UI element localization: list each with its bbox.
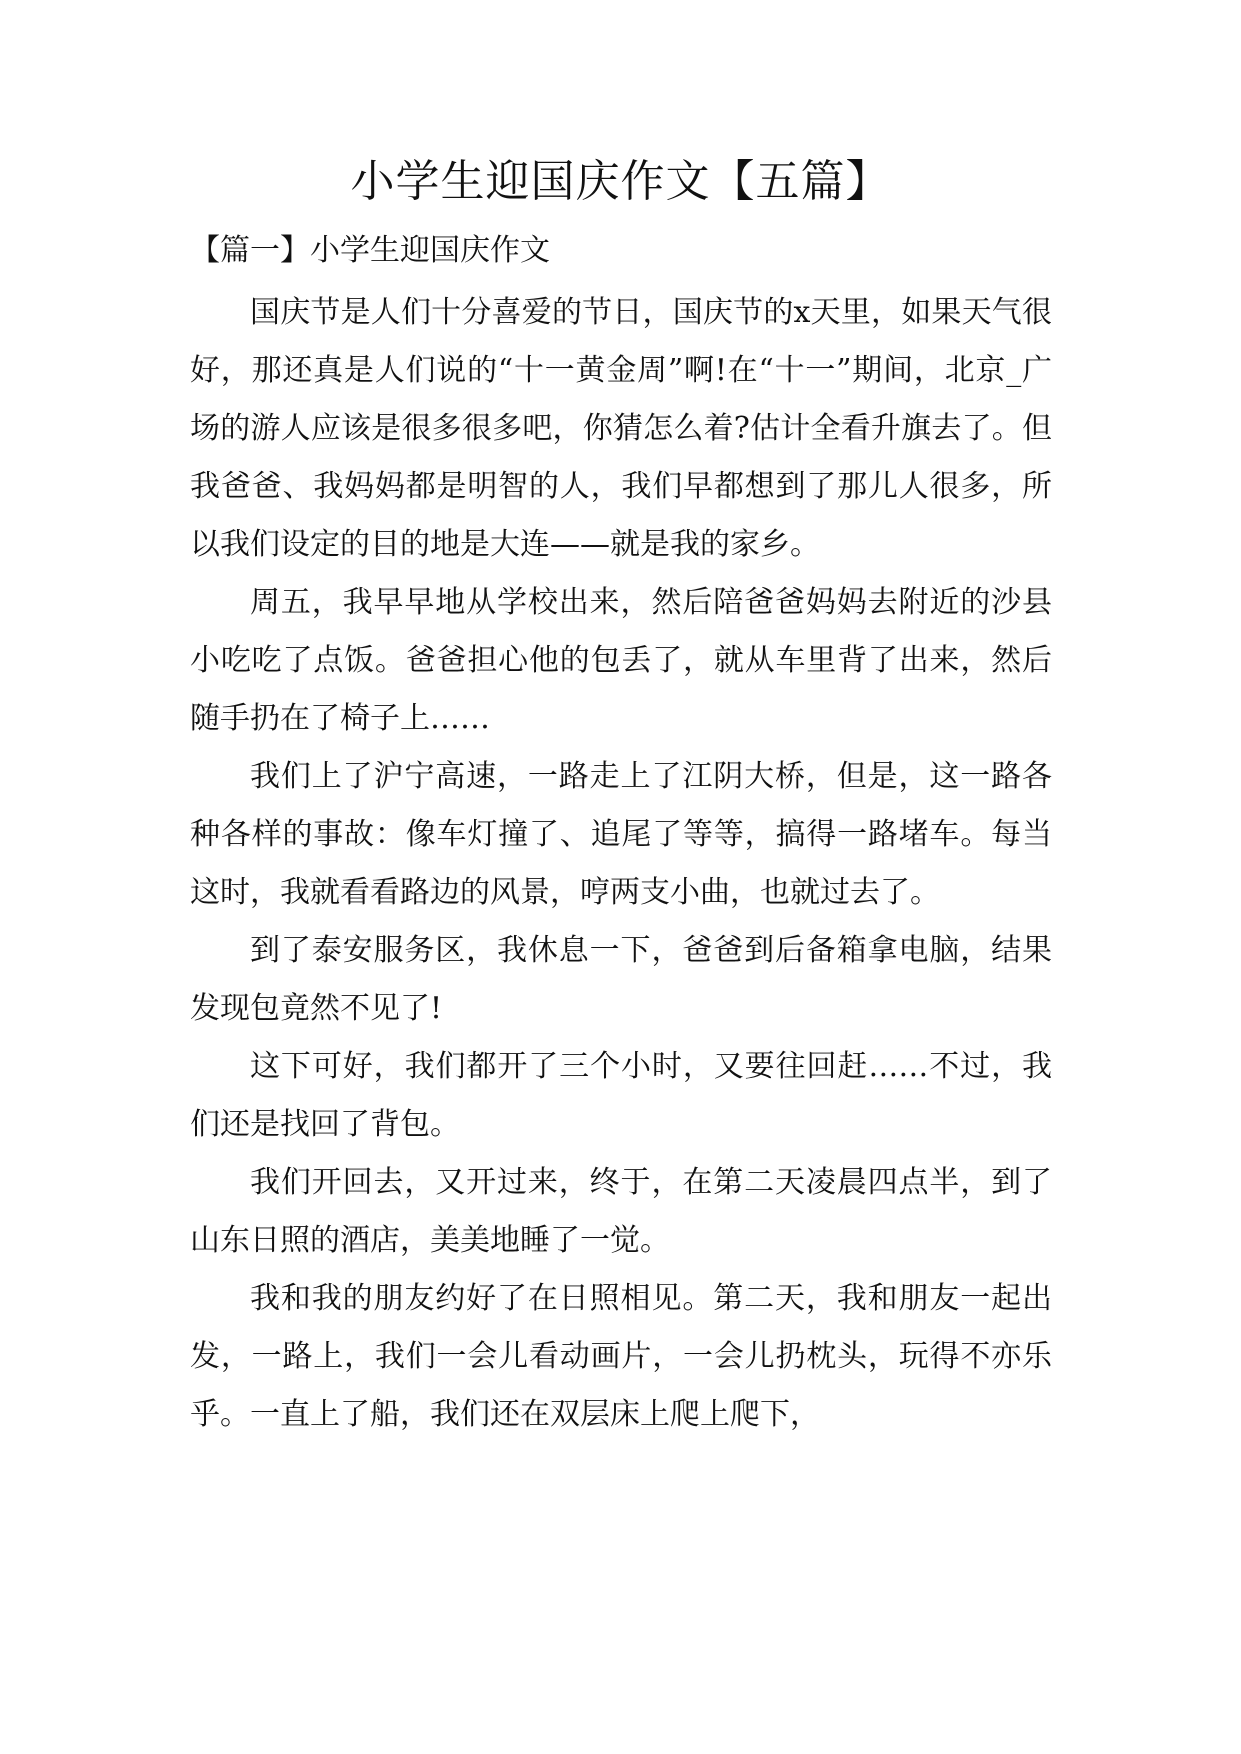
paragraph: 我们上了沪宁高速，一路走上了江阴大桥，但是，这一路各种各样的事故：像车灯撞了、追尾了等等，搞得一路堵车。每当这时，我就看看路边的风景，哼两支小曲，也就过去了。 bbox=[190, 759, 1052, 910]
paragraph: 我和我的朋友约好了在日照相见。第二天，我和朋友一起出发，一路上，我们一会儿看动画片，一会儿扔枕头，玩得不亦乐乎。一直上了船，我们还在双层床上爬上爬下， bbox=[190, 1281, 1052, 1432]
document-body bbox=[190, 284, 1052, 1444]
section-heading: 【篇一】小学生迎国庆作文 bbox=[190, 233, 550, 268]
paragraph: 我们开回去，又开过来，终于，在第二天凌晨四点半，到了山东日照的酒店，美美地睡了一觉。 bbox=[190, 1165, 1052, 1258]
paragraph: 这下可好，我们都开了三个小时，又要往回赶……不过，我们还是找回了背包。 bbox=[190, 1049, 1052, 1142]
paragraph: 国庆节是人们十分喜爱的节日，国庆节的x天里，如果天气很好，那还真是人们说的“十一黄金周”啊!在“十一”期间，北京_广场的游人应该是很多很多吧，你猜怎么着?估计全看升旗去了。但我爸爸、我妈妈都是明智的人，我们早都想到了那儿人很多，所以我们设定的目的地是大连——就是我的家乡。 bbox=[190, 295, 1052, 562]
document-title: 小学生迎国庆作文【五篇】 bbox=[350, 156, 891, 207]
paragraph: 周五，我早早地从学校出来，然后陪爸爸妈妈去附近的沙县小吃吃了点饭。爸爸担心他的包丢了，就从车里背了出来，然后随手扔在了椅子上…… bbox=[190, 585, 1052, 736]
paragraph: 到了泰安服务区，我休息一下，爸爸到后备箱拿电脑，结果发现包竟然不见了! bbox=[190, 933, 1052, 1026]
